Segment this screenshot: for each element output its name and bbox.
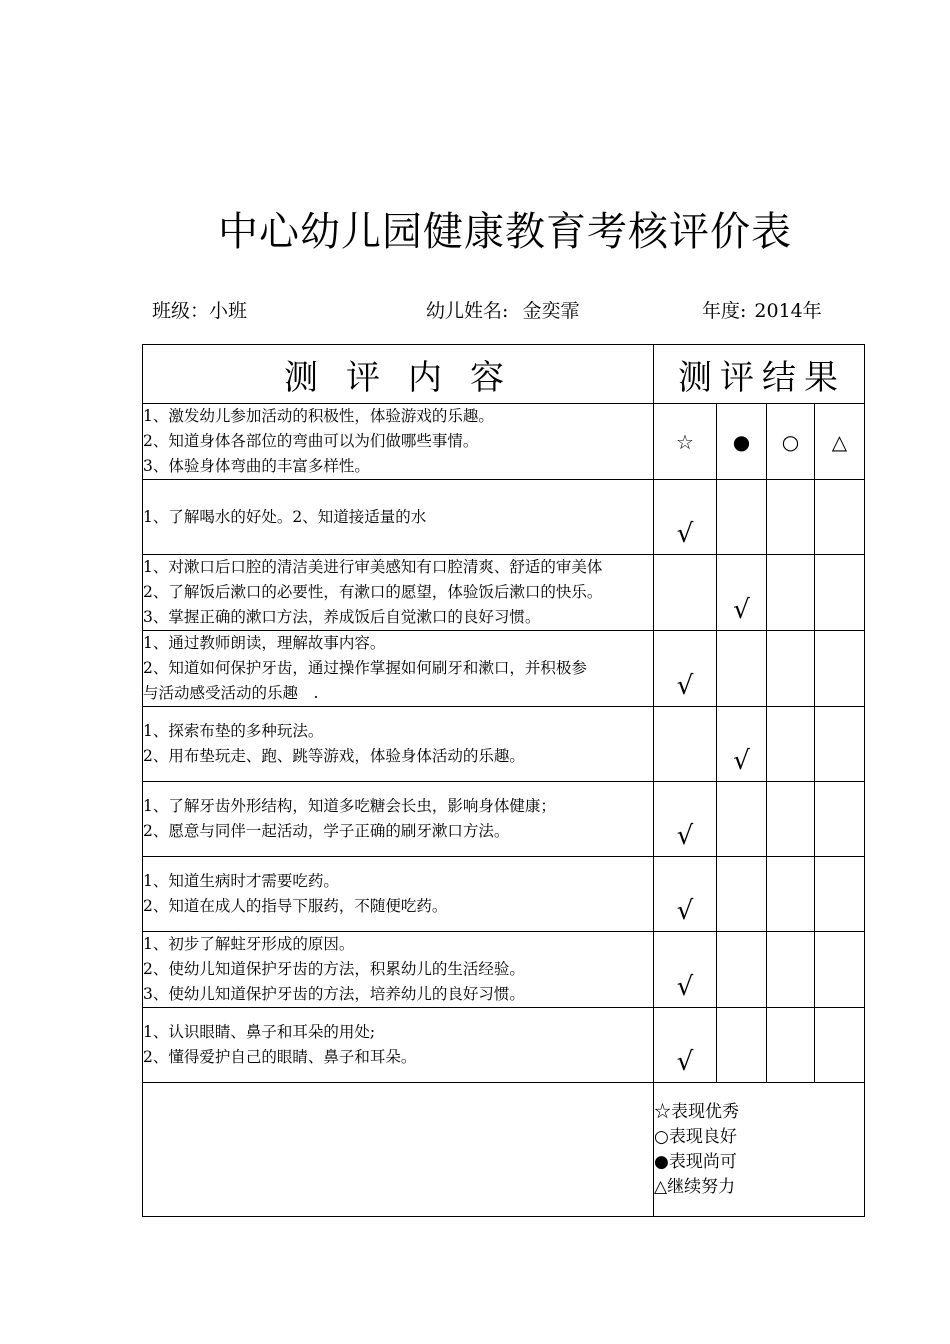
result-cell — [717, 857, 767, 932]
content-line: 2、知道在成人的指导下服药，不随便吃药。 — [143, 897, 448, 915]
content-line: 1、激发幼儿参加活动的积极性，体验游戏的乐趣。 — [143, 407, 494, 425]
content-line: 3、掌握正确的漱口方法，养成饭后自觉漱口的良好习惯。 — [143, 608, 541, 626]
table-header-row — [143, 345, 865, 404]
child-name-value: 金奕霏 — [522, 300, 580, 322]
result-cell — [654, 857, 717, 932]
result-cell — [767, 631, 815, 707]
result-cell — [654, 555, 717, 631]
table-row — [143, 555, 865, 631]
content-line: 与活动感受活动的乐趣 . — [143, 684, 319, 702]
result-cell — [767, 707, 815, 782]
header-result: 测评结果 — [654, 345, 865, 404]
row-content — [143, 1008, 654, 1083]
content-line: 2、知道身体各部位的弯曲可以为们做哪些事情。 — [143, 432, 479, 450]
result-cell — [815, 555, 865, 631]
content-line: 2、使幼儿知道保护牙齿的方法，积累幼儿的生活经验。 — [143, 960, 525, 978]
row-content — [143, 932, 654, 1008]
result-cell — [767, 555, 815, 631]
table-row — [143, 857, 865, 932]
result-cell — [717, 932, 767, 1008]
result-cell — [815, 857, 865, 932]
result-cell — [654, 707, 717, 782]
content-line: 1、了解喝水的好处。2、知道接适量的水 — [143, 507, 427, 526]
content-line: 1、探索布垫的多种玩法。 — [143, 722, 324, 740]
content-line: 1、了解牙齿外形结构，知道多吃糖会长虫，影响身体健康； — [143, 797, 556, 815]
result-cell — [767, 1008, 815, 1083]
rating-symbol: ● — [732, 429, 751, 454]
table-row — [143, 480, 865, 555]
table-row — [143, 404, 865, 480]
content-line: 2、了解饭后漱口的必要性，有漱口的愿望，体验饭后漱口的快乐。 — [143, 583, 603, 601]
content-line: 3、体验身体弯曲的丰富多样性。 — [143, 457, 370, 475]
check-mark: √ — [676, 519, 694, 549]
result-cell — [815, 707, 865, 782]
evaluation-table — [142, 344, 865, 1217]
check-mark: √ — [676, 896, 694, 926]
result-cell — [717, 404, 767, 480]
result-cell — [717, 555, 767, 631]
legend-row — [143, 1083, 865, 1217]
result-cell — [717, 1008, 767, 1083]
result-cell — [717, 707, 767, 782]
table-row — [143, 782, 865, 857]
content-line: 1、通过教师朗读，理解故事内容。 — [143, 634, 386, 652]
result-cell — [717, 782, 767, 857]
rating-symbol: ☆ — [676, 429, 694, 454]
table-row — [143, 932, 865, 1008]
result-cell — [767, 857, 815, 932]
content-line: 1、认识眼睛、鼻子和耳朵的用处; — [143, 1023, 376, 1041]
legend-item: ○表现良好 — [654, 1126, 737, 1147]
content-line: 2、知道如何保护牙齿，通过操作掌握如何刷牙和漱口，并积极参 — [143, 659, 587, 677]
result-cell — [767, 932, 815, 1008]
content-line: 1、知道生病时才需要吃药。 — [143, 872, 339, 890]
check-mark: √ — [676, 1047, 694, 1077]
content-line: 1、初步了解蛀牙形成的原因。 — [143, 935, 355, 953]
result-cell — [654, 932, 717, 1008]
result-cell — [717, 480, 767, 555]
table-row — [143, 707, 865, 782]
check-mark: √ — [733, 746, 750, 776]
header-content: 测评内容 — [143, 345, 654, 404]
result-cell — [815, 480, 865, 555]
content-line: 2、懂得爱护自己的眼睛、鼻子和耳朵。 — [143, 1048, 417, 1066]
content-line: 1、对漱口后口腔的清洁美进行审美感知有口腔清爽、舒适的审美体 — [143, 558, 603, 576]
table-row — [143, 631, 865, 707]
content-line: 3、使幼儿知道保护牙齿的方法，培养幼儿的良好习惯。 — [143, 985, 525, 1003]
result-cell — [815, 782, 865, 857]
row-content — [143, 631, 654, 707]
result-cell — [654, 631, 717, 707]
result-cell — [815, 1008, 865, 1083]
result-cell — [767, 782, 815, 857]
year-label: 年度: — [702, 300, 747, 322]
legend-cell — [654, 1083, 865, 1217]
legend-item: ●表现尚可 — [654, 1151, 737, 1172]
result-cell — [767, 404, 815, 480]
check-mark: √ — [676, 670, 694, 701]
result-cell — [815, 404, 865, 480]
row-content — [143, 480, 654, 555]
result-cell — [654, 404, 717, 480]
result-cell — [654, 1008, 717, 1083]
content-line: 2、用布垫玩走、跑、跳等游戏，体验身体活动的乐趣。 — [143, 747, 525, 765]
rating-symbol: △ — [831, 429, 848, 454]
result-cell — [717, 631, 767, 707]
result-cell — [815, 932, 865, 1008]
row-content — [143, 857, 654, 932]
result-cell — [815, 631, 865, 707]
page-title: 中心幼儿园健康教育考核评价表 — [218, 209, 792, 255]
legend-item: △继续努力 — [654, 1176, 736, 1197]
row-content — [143, 555, 654, 631]
child-name-info — [426, 296, 579, 323]
legend-blank-cell — [143, 1083, 654, 1217]
row-content — [143, 707, 654, 782]
legend-item: ☆表现优秀 — [654, 1101, 739, 1122]
result-cell — [767, 480, 815, 555]
check-mark: √ — [733, 594, 750, 625]
table-row — [143, 1008, 865, 1083]
row-content — [143, 404, 654, 480]
child-name-label: 幼儿姓名: — [426, 300, 509, 322]
check-mark: √ — [676, 821, 694, 851]
result-cell — [654, 782, 717, 857]
year-info — [702, 296, 822, 323]
rating-symbol: ○ — [781, 429, 800, 454]
row-content — [143, 782, 654, 857]
year-value: 2014 — [754, 300, 803, 322]
class-info: 班级：小班 — [152, 300, 248, 322]
content-line: 2、愿意与同伴一起活动，学子正确的刷牙漱口方法。 — [143, 822, 510, 840]
check-mark: √ — [676, 971, 694, 1002]
year-suffix: 年 — [802, 300, 822, 322]
result-cell — [654, 480, 717, 555]
